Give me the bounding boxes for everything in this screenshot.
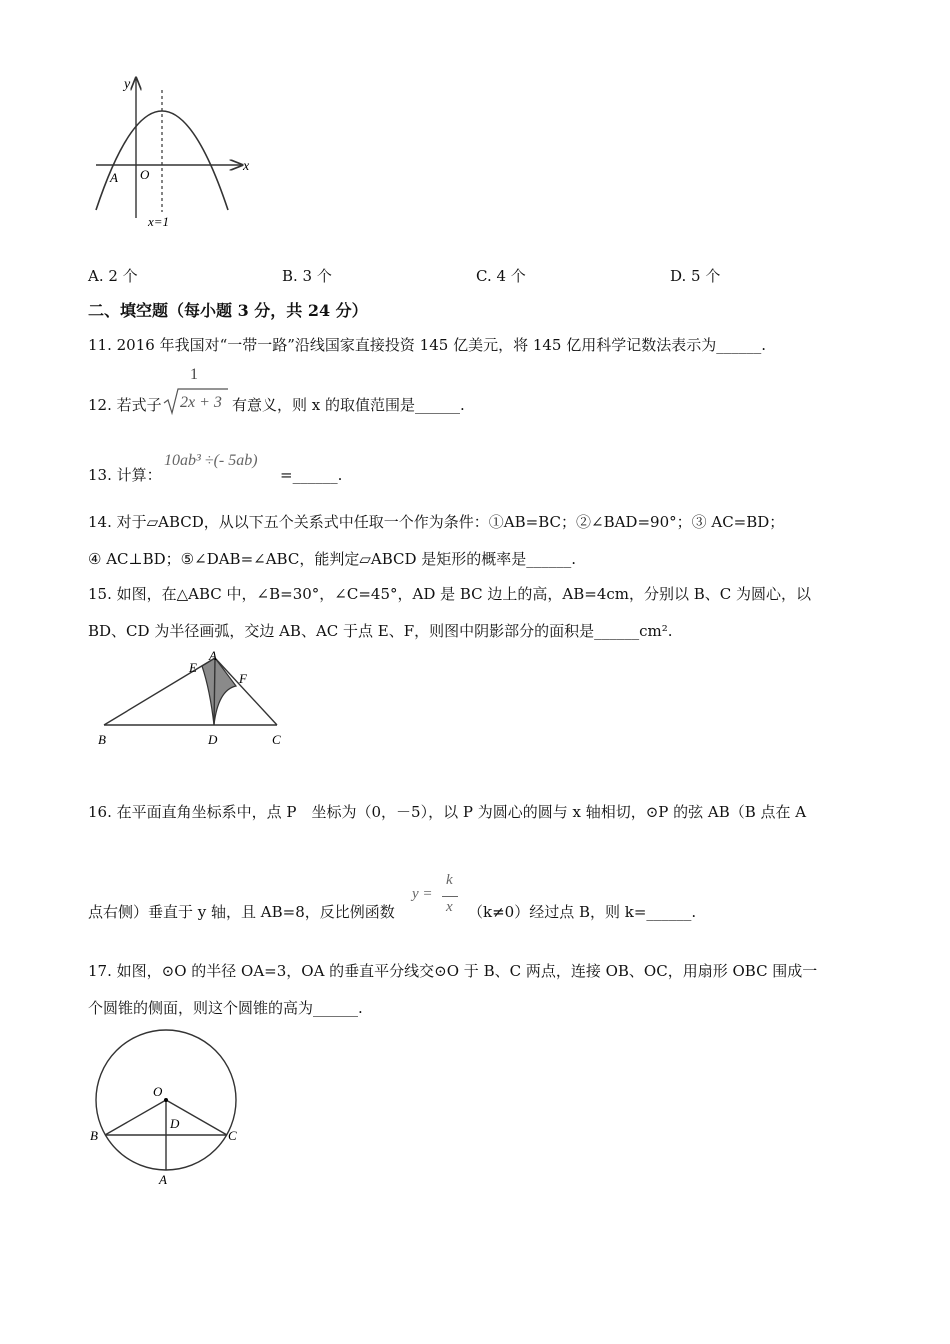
- question-15-line-1: 15. 如图，在△ABC 中，∠B=30°，∠C=45°，AD 是 BC 边上的高，AB=4cm，分别以 B、C 为圆心，以: [88, 585, 812, 603]
- x-axis-label: x: [243, 159, 250, 174]
- fraction-lhs: y =: [412, 886, 433, 902]
- label-a: A: [159, 1172, 167, 1187]
- question-12-suffix: 有意义，则 x 的取值范围是______.: [232, 396, 465, 414]
- fraction-numerator: k: [446, 872, 453, 888]
- altitude-ad: [214, 658, 215, 725]
- side-ab: [104, 658, 215, 725]
- fraction-bar: [442, 896, 458, 897]
- label-d: D: [170, 1116, 180, 1131]
- question-15-line-2: BD、CD 为半径画弧，交边 AB、AC 于点 E、F，则图中阴影部分的面积是______cm².: [88, 622, 673, 640]
- option-d: D. 5 个: [670, 267, 721, 285]
- section-title: 二、填空题（每小题 3 分，共 24 分）: [88, 301, 368, 320]
- label-c: C: [272, 732, 281, 747]
- question-17-line-1: 17. 如图，⊙O 的半径 OA=3，OA 的垂直平分线交⊙O 于 B、C 两点，连接 OB、OC，用扇形 OBC 围成一: [88, 962, 818, 980]
- label-d: D: [208, 732, 218, 747]
- question-13-prefix: 13. 计算：: [88, 466, 162, 484]
- question-16-line-2-suffix: （k≠0）经过点 B，则 k=______.: [468, 903, 697, 921]
- symmetry-label: x=1: [148, 214, 170, 229]
- parabola-curve: [96, 111, 228, 210]
- question-16-line-2-prefix: 点右侧）垂直于 y 轴，且 AB=8，反比例函数: [88, 903, 395, 921]
- option-b: B. 3 个: [282, 267, 332, 285]
- fraction-numerator: 1: [190, 366, 198, 383]
- radicand: 2x + 3: [180, 394, 222, 411]
- shaded-region: [202, 658, 236, 725]
- label-a: A: [209, 648, 217, 663]
- label-b: B: [98, 732, 106, 747]
- option-c: C. 4 个: [476, 267, 526, 285]
- question-11: 11. 2016 年我国对“一带一路”沿线国家直接投资 145 亿美元，将 145 亿用科学记数法表示为______.: [88, 336, 767, 354]
- circle-figure: [88, 1026, 248, 1188]
- triangle-figure: [92, 648, 302, 750]
- question-17-line-2: 个圆锥的侧面，则这个圆锥的高为______.: [88, 999, 363, 1017]
- question-16-line-1: 16. 在平面直角坐标系中，点 P 坐标为（0，－5），以 P 为圆心的圆与 x 轴相切，⊙P 的弦 AB（B 点在 A: [88, 803, 807, 821]
- y-axis-label: y: [124, 77, 131, 92]
- label-e: E: [189, 660, 197, 675]
- label-b: B: [90, 1128, 98, 1143]
- label-f: F: [239, 671, 247, 686]
- question-13-expression: 10ab³ ÷(- 5ab): [164, 452, 258, 469]
- question-13-suffix: =______.: [280, 466, 343, 484]
- option-a: A. 2 个: [88, 267, 138, 285]
- parabola-figure: [88, 72, 268, 232]
- origin-label: O: [140, 167, 150, 182]
- fraction-denominator: x: [446, 899, 453, 915]
- label-c: C: [228, 1128, 237, 1143]
- point-a-label: A: [110, 170, 118, 185]
- center-dot: [164, 1098, 168, 1102]
- segment-ob: [105, 1100, 166, 1135]
- question-12-prefix: 12. 若式子: [88, 396, 162, 414]
- question-12-fraction: [162, 366, 230, 418]
- question-14-line-2: ④ AC⊥BD；⑤∠DAB=∠ABC，能判定▱ABCD 是矩形的概率是______.: [88, 550, 577, 568]
- question-14-line-1: 14. 对于▱ABCD，从以下五个关系式中任取一个作为条件：①AB=BC；②∠BAD=90°；③ AC=BD；: [88, 513, 785, 531]
- question-16-fraction: [412, 872, 462, 920]
- label-o: O: [153, 1084, 163, 1099]
